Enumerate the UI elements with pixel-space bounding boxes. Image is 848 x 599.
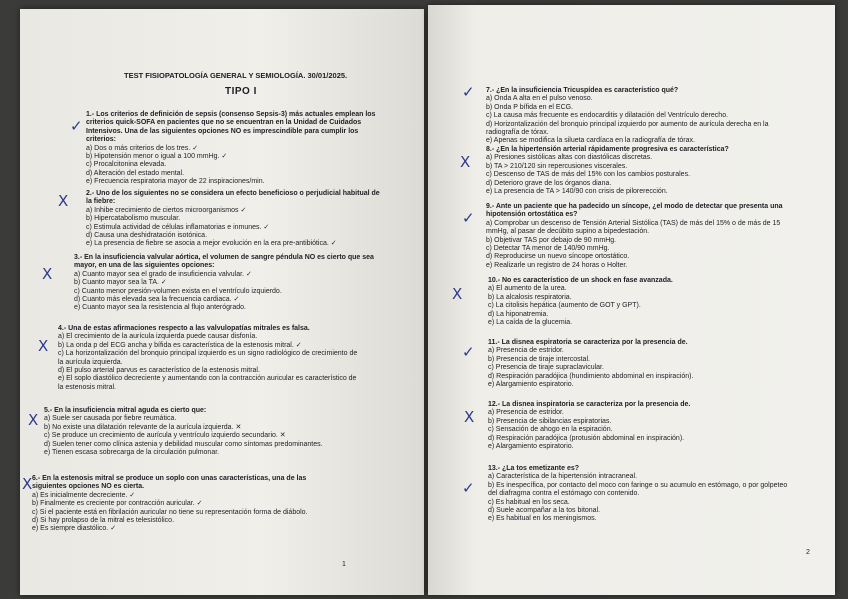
correct-mark: ✓ [70,117,83,135]
answer-option: la estenosis mitral. [58,383,116,391]
question-line: 4.- Una de estas afirmaciones respecto a las valvulopatías mitrales es falsa. [58,325,310,332]
answer-option: e) Realizarle un registro de 24 horas o Holter. [486,261,628,269]
answer-option: e) La caída de la glucemia. [488,319,573,327]
answer-option: c) Si el paciente está en fibrilación auricular no tiene su representación forma de diábolo. [32,508,308,516]
answer-option: d) Suele acompañar a la tos bitonal. [488,507,601,515]
question-line: 1.- Los criterios de definición de sepsis (consenso Sepsis-3) más actuales emplean los [86,111,376,118]
answer-option: b) No existe una dilatación relevante de la aurícula izquierda. ✕ [44,423,242,431]
wrong-mark: X [452,285,463,303]
answer-option: d) La hiponatremia. [488,310,549,318]
question-line: criterios quick-SOFA en pacientes que no se encuentran en la Unidad de Cuidados [86,119,362,127]
answer-option: e) Apenas se modifica la silueta cardíaca en la radiografía de tórax. [486,137,695,145]
answer-option: b) Hipotensión menor o igual a 100 mmHg. ✓ [86,153,228,161]
answer-option: b) Objetivar TAS por debajo de 90 mmHg. [486,236,617,244]
answer-option: a) Es inicialmente decreciente. ✓ [32,491,136,499]
answer-option: a) Característica de la hipertensión intracraneal. [488,473,638,481]
correct-mark: ✓ [462,83,475,101]
answer-option: b) Presencia de sibilancias espiratorias. [488,417,612,425]
page-number: 1 [342,561,346,568]
answer-option: b) Finalmente es creciente por contracción auricular. ✓ [32,500,203,508]
question-line: 3.- En la insuficiencia valvular aórtica, el volumen de sangre péndula NO es cierto que sea [74,254,374,261]
answer-option: radiografía de tórax. [486,129,549,137]
answer-option: b) TA > 210/120 sin repercusiones viscerales. [486,162,628,170]
answer-option: a) Dos o más criterios de los tres. ✓ [86,144,199,152]
question-line: criterios: [86,136,116,144]
question-line: la fiebre: [86,198,116,206]
wrong-mark: X [460,153,471,171]
question-line: 9.- Ante un paciente que ha padecido un síncope, ¿el modo de detectar que presenta una [486,203,783,210]
question-line: 11.- La disnea espiratoria se caracteriza por la presencia de. [488,339,688,346]
answer-option: mmHg, al pasar de decúbito supino a bipedestación. [486,228,650,236]
answer-option: c) Detectar TA menor de 140/90 mmHg. [486,245,610,253]
answer-option: del diafragma contra el estómago con contenido. [488,490,640,498]
answer-option: a) Suele ser causada por fiebre reumática. [44,415,177,423]
correct-mark: ✓ [462,209,475,227]
answer-option: c) La horizontalización del bronquio principal izquierdo es un signo radiológico de crecimiento de [58,350,358,358]
correct-mark: ✓ [462,479,475,497]
answer-option: a) Cuanto mayor sea el grado de insuficiencia valvular. ✓ [74,270,252,278]
answer-option: d) Reproducirse un nuevo síncope ortostático. [486,253,630,261]
answer-option: c) Cuanto menor presión-volumen exista en el ventrículo izquierdo. [74,287,282,295]
answer-option: e) El soplo diastólico decreciente y aumentando con la contracción auricular es característico de [58,375,357,383]
answer-option: e) La presencia de TA > 140/90 con crisis de pilorerección. [486,188,668,196]
correct-mark: ✓ [462,343,475,361]
question-line: 6.- En la estenosis mitral se produce un soplo con unas características, una de las [32,475,307,482]
wrong-mark: X [28,411,39,429]
answer-option: d) Respiración paradójica (hundimiento abdominal en inspiración). [488,372,694,380]
question-line: siguientes opciones NO es cierta. [32,483,145,491]
answer-option: e) Tienen escasa sobrecarga de la circulación pulmonar. [44,449,220,457]
answer-option: d) Si hay prolapso de la mitral es telesistólico. [32,517,175,525]
question-line: mayor, en una de las siguientes opciones: [74,262,215,270]
answer-option: c) Sensación de ahogo en la espiración. [488,426,613,434]
wrong-mark: X [42,265,53,283]
exam-page-left [20,9,424,595]
answer-option: c) La citolisis hepática (aumento de GOT y GPT). [488,302,641,310]
answer-option: b) La onda p del ECG ancha y bífida es característica de la estenosis mitral. ✓ [58,341,302,349]
question-line: hipotensión ortostática es? [486,211,578,219]
answer-option: e) Es habitual en los meningismos. [488,515,597,523]
question-line: 5.- En la insuficiencia mitral aguda es cierto que: [44,407,207,414]
answer-option: b) Hipercatabolismo muscular. [86,215,181,223]
question-line: Intensivos. Una de las siguientes opciones NO es imprescindible para cumplir los [86,127,359,135]
question-10 [488,277,673,327]
answer-option: a) Inhibe crecimiento de ciertos microorganismos ✓ [86,206,247,214]
answer-option: a) Presencia de estridor. [488,347,564,355]
answer-option: a) Comprobar un descenso de Tensión Arterial Sistólica (TAS) de más del 15% o de más de 15 [486,219,781,227]
answer-option: a) Onda A alta en el pulso venoso. [486,95,593,103]
page-number: 2 [806,549,810,556]
question-11 [488,339,693,389]
exam-type: TIPO I [225,86,257,97]
answer-option: a) El aumento de la urea. [488,285,567,293]
wrong-mark: X [464,408,475,426]
answer-option: d) Horizontalización del bronquio principal izquierdo por aumento de aurícula derecha en la [486,120,769,128]
answer-option: c) Presencia de tiraje supraclavicular. [488,364,604,372]
answer-option: c) Procalcitonina elevada. [86,161,167,169]
wrong-mark: X [38,337,49,355]
question-line: 10.- No es característico de un shock en fase avanzada. [488,277,673,284]
answer-option: d) El pulso arterial parvus es característico de la estenosis mitral. [58,367,260,375]
question-9 [486,203,783,270]
answer-option: d) Deterioro grave de los órganos diana. [486,179,612,187]
question-5 [44,407,323,457]
answer-option: a) Presiones sistólicas altas con diastólicas discretas. [486,154,653,162]
question-line: 13.- ¿La tos emetizante es? [488,465,580,472]
answer-option: a) El crecimiento de la aurícula izquierda puede causar disfonía. [58,333,258,341]
answer-option: b) Es inespecífica, por contacto del moco con faringe o su acumulo en estómago, o por golpeteo [488,481,788,489]
question-1 [86,111,375,187]
answer-option: d) Alteración del estado mental. [86,169,185,177]
answer-option: d) Suelen tener como clínica astenia y debilidad muscular como síntomas predominantes. [44,440,323,448]
answer-option: d) Causa una deshidratación isotónica. [86,232,208,240]
question-2 [86,190,380,249]
answer-option: d) Cuanto más elevada sea la frecuencia cardiaca. ✓ [74,296,240,304]
question-13 [488,465,787,524]
answer-option: c) Estimula actividad de células inflamatorias e inmunes. ✓ [86,223,270,231]
question-line: 7.- ¿En la insuficiencia Tricuspídea es característico qué? [486,87,679,94]
answer-option: e) La presencia de fiebre se asocia a mejor evolución en la era pre-antibiótica. ✓ [86,240,337,248]
answer-option: b) Cuanto mayor sea la TA. ✓ [74,279,167,287]
answer-option: c) Se produce un crecimiento de aurícula y ventrículo izquierdo secundario. ✕ [44,432,286,440]
question-line: 12.- La disnea inspiratoria se caracteriza por la presencia de. [488,401,691,408]
answer-option: c) Es habitual en los seca. [488,498,570,506]
answer-option: e) Cuanto mayor sea la resistencia al flujo anterógrado. [74,304,246,312]
answer-option: la aurícula izquierda. [58,358,123,366]
question-6 [32,475,308,534]
wrong-mark: X [58,192,69,210]
answer-option: e) Es siempre diastólico. ✓ [32,525,117,533]
answer-option: e) Frecuencia respiratoria mayor de 22 inspiraciones/min. [86,178,265,186]
question-12 [488,401,690,451]
answer-option: e) Alargamiento espiratorio. [488,443,574,451]
question-line: 2.- Uno de los siguientes no se considera un efecto beneficioso o perjudicial habitual de [86,190,380,197]
answer-option: c) Descenso de TAS de más del 15% con los cambios posturales. [486,171,691,179]
answer-option: e) Alargamiento espiratorio. [488,381,574,389]
exam-page-right [428,5,835,595]
answer-option: b) La alcalosis respiratoria. [488,293,572,301]
answer-option: d) Respiración paradójica (protusión abdominal en inspiración). [488,434,685,442]
exam-title: TEST FISIOPATOLOGÍA GENERAL Y SEMIOLOGÍA. 30/01/2025. [124,71,348,80]
question-4 [58,325,357,392]
answer-option: c) La causa más frecuente es endocarditis y dilatación del Ventrículo derecho. [486,112,729,120]
question-7 [486,87,769,146]
answer-option: a) Presencia de estridor. [488,409,564,417]
question-line: 8.- ¿En la hipertensión arterial rápidamente progresiva es característica? [486,146,729,153]
answer-option: b) Presencia de tiraje intercostal. [488,355,590,363]
question-8 [486,146,729,196]
wrong-mark: X [22,475,33,493]
question-3 [74,254,374,313]
answer-option: b) Onda P bífida en el ECG. [486,103,574,111]
